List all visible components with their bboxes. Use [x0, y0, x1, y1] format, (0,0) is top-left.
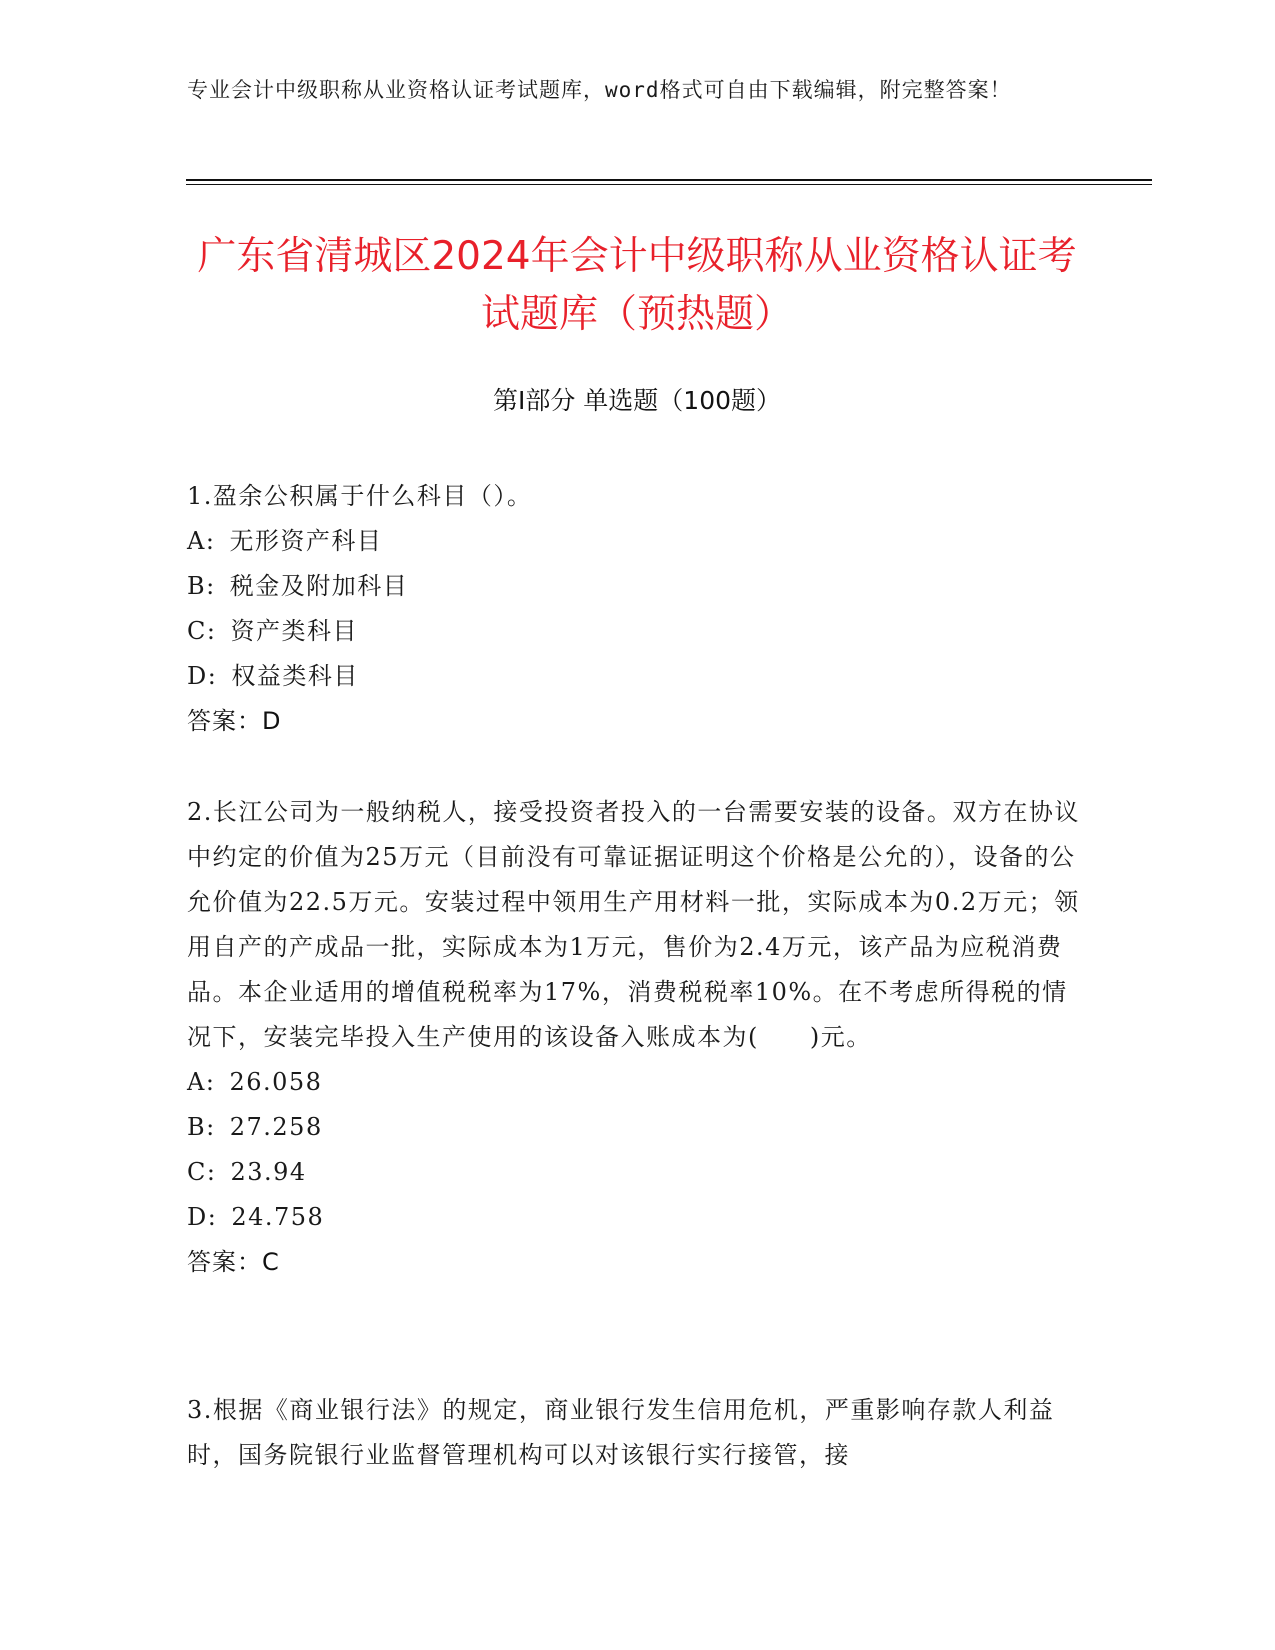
option-a [187, 1060, 1092, 1105]
question-3 [187, 1388, 1092, 1478]
question-text: 3.根据《商业银行法》的规定，商业银行发生信用危机，严重影响存款人利益时，国务院银行业监督管理机构可以对该银行实行接管，接 [187, 1396, 1055, 1469]
option-text: 23.94 [230, 1158, 307, 1186]
header-divider-thin [186, 184, 1152, 185]
section-heading: 第I部分 单选题（100题） [492, 386, 782, 415]
option-text: 税金及附加科目 [229, 572, 409, 600]
option-letter: D [187, 1203, 208, 1231]
option-text: 无形资产科目 [229, 527, 383, 555]
option-b [187, 564, 1092, 609]
header-note: 专业会计中级职称从业资格认证考试题库，word格式可自由下载编辑，附完整答案！ [187, 78, 1012, 102]
option-letter: A [187, 1068, 206, 1096]
option-separator: : [207, 1203, 218, 1231]
option-text: 26.058 [229, 1068, 323, 1096]
option-text: 权益类科目 [231, 662, 359, 690]
option-letter: A [187, 527, 206, 555]
option-separator: : [205, 1068, 216, 1096]
option-a [187, 519, 1092, 564]
option-c [187, 1150, 1092, 1195]
question-1 [187, 474, 1092, 744]
option-letter: C [187, 617, 207, 645]
option-separator: : [206, 1158, 217, 1186]
option-c [187, 609, 1092, 654]
option-separator: : [206, 617, 217, 645]
option-d [187, 654, 1092, 699]
option-letter: B [187, 572, 207, 600]
header-divider-thick [186, 179, 1152, 181]
option-letter: D [187, 662, 208, 690]
option-separator: : [207, 662, 218, 690]
question-text: 1.盈余公积属于什么科目（）。 [187, 482, 533, 510]
option-separator: : [206, 572, 216, 600]
answer: 答案：D [187, 707, 282, 735]
question-2 [187, 790, 1092, 1285]
question-text: 2.长江公司为一般纳税人，接受投资者投入的一台需要安装的设备。双方在协议中约定的价值为25万元（目前没有可靠证据证明这个价格是公允的），设备的公允价值为22.5万元。安装过程中领用生产用材料一批，实际成本为0.2万元；领用自产的产成品一批，实际成本为1万元，售价为2.4万元，该产品为应税消费品。本企业适用的增值税税率为17%，消费税税率10%。在不考虑所得税的情况下，安装完毕投入生产使用的该设备入账成本为( )元。 [187, 798, 1080, 1051]
option-d [187, 1195, 1092, 1240]
answer: 答案：C [187, 1248, 280, 1276]
option-text: 资产类科目 [230, 617, 358, 645]
option-text: 24.758 [231, 1203, 325, 1231]
option-text: 27.258 [229, 1113, 323, 1141]
option-letter: C [187, 1158, 207, 1186]
option-b [187, 1105, 1092, 1150]
document-title: 广东省清城区2024年会计中级职称从业资格认证考试题库（预热题） [197, 234, 1077, 337]
option-separator: : [205, 527, 216, 555]
option-separator: : [206, 1113, 216, 1141]
option-letter: B [187, 1113, 207, 1141]
